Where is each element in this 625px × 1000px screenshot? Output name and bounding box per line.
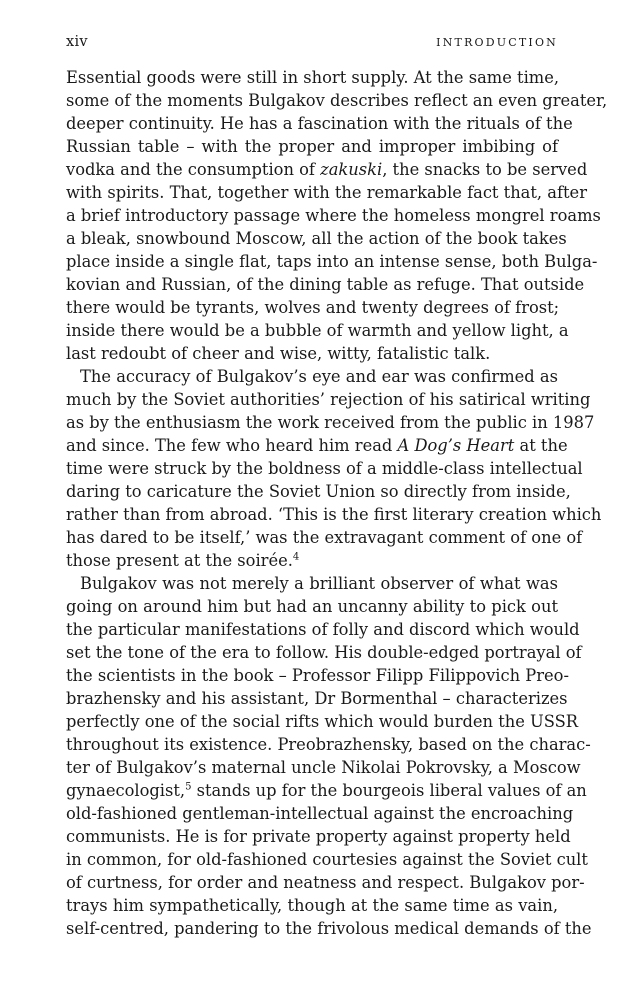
text-line: trays him sympathetically, though at the same time as vain, bbox=[66, 896, 558, 915]
text-line: deeper continuity. He has a fascination with the rituals of the bbox=[66, 114, 573, 133]
text-line: there would be tyrants, wolves and twenty degrees of frost; bbox=[66, 298, 560, 317]
paragraph-3 bbox=[66, 572, 592, 940]
text-line: rather than from abroad. ‘This is the first literary creation which bbox=[66, 505, 602, 524]
text-line: last redoubt of cheer and wise, witty, fatalistic talk. bbox=[66, 344, 491, 363]
text-line: The accuracy of Bulgakov’s eye and ear was confirmed as bbox=[80, 367, 558, 386]
page-number: xiv bbox=[66, 34, 88, 50]
text-line: ter of Bulgakov’s maternal uncle Nikolai Pokrovsky, a Moscow bbox=[66, 758, 581, 777]
text-line: Bulgakov was not merely a brilliant observer of what was bbox=[80, 574, 558, 593]
paragraph-1 bbox=[66, 66, 608, 365]
text-line: old-fashioned gentleman-intellectual against the encroaching bbox=[66, 804, 574, 823]
text-line-segment: stands up for the bourgeois liberal values of an bbox=[191, 781, 587, 800]
text-line: a brief introductory passage where the homeless mongrel roams bbox=[66, 206, 601, 225]
text-line: throughout its existence. Preobrazhensky, based on the charac- bbox=[66, 735, 591, 754]
text-line: some of the moments Bulgakov describes reflect an even greater, bbox=[66, 91, 608, 110]
text-line-segment: those present at the soirée. bbox=[66, 551, 293, 570]
text-line: the scientists in the book – Professor Filipp Filippovich Preo- bbox=[66, 666, 569, 685]
text-line-with-note bbox=[66, 549, 558, 572]
text-line: as by the enthusiasm the work received from the public in 1987 bbox=[66, 413, 595, 432]
text-line: self-centred, pandering to the frivolous medical demands of the bbox=[66, 919, 592, 938]
text-line-segment: gynaecologist, bbox=[66, 781, 186, 800]
text-line: has dared to be itself,’ was the extravagant comment of one of bbox=[66, 528, 583, 547]
text-line: of curtness, for order and neatness and respect. Bulgakov por- bbox=[66, 873, 585, 892]
text-line: daring to caricature the Soviet Union so directly from inside, bbox=[66, 482, 571, 501]
text-line: kovian and Russian, of the dining table as refuge. That outside bbox=[66, 275, 585, 294]
text-line: with spirits. That, together with the remarkable fact that, after bbox=[66, 183, 587, 202]
running-head-title: INTRODUCTION bbox=[436, 36, 558, 49]
text-line: the particular manifestations of folly and discord which would bbox=[66, 620, 580, 639]
running-header bbox=[66, 34, 558, 54]
text-line: Russian table – with the proper and improper imbibing of bbox=[66, 137, 558, 156]
text-line-with-note bbox=[66, 779, 587, 802]
text-line: a bleak, snowbound Moscow, all the action of the book takes bbox=[66, 229, 567, 248]
text-line: time were struck by the boldness of a middle-class intellectual bbox=[66, 459, 583, 478]
text-line: in common, for old-fashioned courtesies against the Soviet cult bbox=[66, 850, 588, 869]
text-line: going on around him but had an uncanny ability to pick out bbox=[66, 597, 558, 616]
body-text bbox=[66, 66, 608, 940]
text-line: and since. The few who heard him read A Dog’s Heart at the bbox=[66, 436, 568, 455]
text-line: set the tone of the era to follow. His double-edged portrayal of bbox=[66, 643, 582, 662]
text-line: much by the Soviet authorities’ rejection of his satirical writing bbox=[66, 390, 591, 409]
text-line: perfectly one of the social rifts which would burden the USSR bbox=[66, 712, 579, 731]
text-line: inside there would be a bubble of warmth and yellow light, a bbox=[66, 321, 569, 340]
footnote-ref[interactable]: 5 bbox=[185, 781, 192, 793]
text-line: brazhensky and his assistant, Dr Bormenthal – characterizes bbox=[66, 689, 568, 708]
paragraph-2 bbox=[66, 365, 602, 572]
footnote-ref[interactable]: 4 bbox=[292, 551, 300, 563]
text-line: place inside a single flat, taps into an intense sense, both Bulga- bbox=[66, 252, 598, 271]
text-line: Essential goods were still in short supply. At the same time, bbox=[66, 68, 560, 87]
text-line: communists. He is for private property against property held bbox=[66, 827, 571, 846]
text-line: vodka and the consumption of zakuski, the snacks to be served bbox=[66, 160, 588, 179]
